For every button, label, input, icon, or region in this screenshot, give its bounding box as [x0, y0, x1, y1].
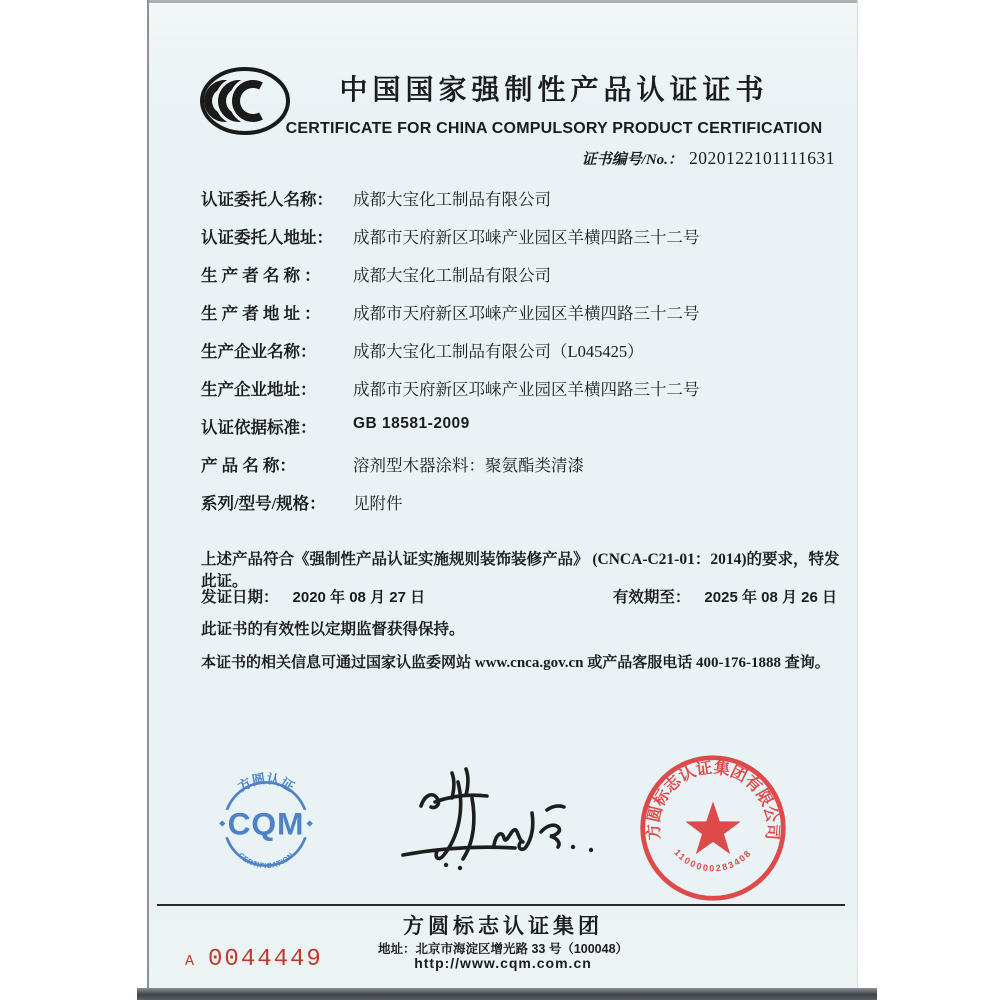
field-label: 认证委托人地址： [201, 228, 333, 247]
page-top-edge [149, 0, 857, 3]
field-value: 成都市天府新区邛崃产业园区羊横四路三十二号 [353, 228, 700, 247]
issue-date [201, 585, 425, 607]
field-value: 成都大宝化工制品有限公司（L045425） [353, 342, 644, 361]
validity-note: 此证书的有效性以定期监督获得保持。 [201, 621, 465, 638]
certificate-title-en: CERTIFICATE FOR CHINA COMPULSORY PRODUCT CERTIFICATION [285, 120, 823, 137]
issuer-address: 地址：北京市海淀区增光路 33 号（100048） [377, 942, 629, 956]
field-label: 生产企业名称： [201, 342, 317, 361]
company-seal-number: 1100000283408 [672, 847, 754, 874]
field-label: 生 产 者 地 址 ： [201, 304, 321, 323]
svg-text:1100000283408 [672, 847, 753, 873]
expiry-date [613, 585, 837, 607]
certificate-number-value: 2020122101111631 [688, 148, 835, 168]
field-label: 生产企业地址： [201, 380, 317, 399]
certificate-number-line [582, 148, 835, 169]
issuer-org-name: 方圆标志认证集团 [403, 914, 603, 938]
field-value: 溶剂型木器涂料：聚氨酯类清漆 [353, 456, 584, 475]
certificate-number-label: 证书编号/No.： [581, 152, 683, 168]
compliance-statement: 上述产品符合《强制性产品认证实施规则装饰装修产品》 (CNCA-C21-01：2014)的要求，特发此证。 [201, 551, 840, 591]
cqm-seal-bottom-text: CERTIFICATION [236, 850, 296, 871]
serial-digits: 0044449 [208, 946, 323, 973]
dates-row [201, 585, 837, 607]
info-note: 本证书的相关信息可通过国家认监委网站 www.cnca.gov.cn 或产品客服电话 400-176-1888 查询。 [201, 655, 830, 671]
field-value: 成都大宝化工制品有限公司 [353, 266, 551, 285]
ccc-mark-icon [197, 60, 293, 142]
field-row-producer-name [201, 262, 841, 300]
certificate-page [147, 0, 858, 1000]
field-row-standard [201, 414, 841, 452]
field-row-producer-address [201, 300, 841, 338]
field-row-factory-name [201, 338, 841, 376]
cqm-seal-letters: CQM [227, 805, 305, 842]
page-bottom-edge [137, 988, 877, 1000]
field-label: 认证依据标准： [201, 418, 317, 437]
expiry-date-label: 有效期至： [612, 589, 691, 606]
issue-date-label: 发证日期： [201, 589, 279, 606]
field-row-model-spec [201, 490, 841, 528]
issuer-website: http://www.cqm.com.cn [414, 955, 592, 971]
header-titles [284, 68, 824, 138]
field-label: 认证委托人名称： [201, 190, 333, 209]
signature [399, 758, 629, 898]
field-row-applicant-name [201, 186, 841, 224]
field-value: GB 18581-2009 [353, 415, 470, 432]
expiry-date-value: 2025 年 08 月 26 日 [704, 589, 837, 606]
field-value: 成都市天府新区邛崃产业园区羊横四路三十二号 [353, 380, 700, 399]
certificate-fields [201, 186, 841, 528]
field-row-factory-address [201, 376, 841, 414]
field-value: 见附件 [353, 494, 403, 513]
cqm-seal-top-text: 方圆认证 [235, 771, 297, 795]
company-red-seal [637, 752, 789, 904]
issue-date-value: 2020 年 08 月 27 日 [292, 589, 426, 606]
serial-prefix: A [185, 953, 195, 970]
svg-text:CERTIFICATION [236, 851, 295, 871]
seal-star-icon [685, 801, 740, 854]
field-label: 产 品 名 称： [201, 456, 296, 475]
field-row-applicant-address [201, 224, 841, 262]
certificate-title-cn: 中国国家强制性产品认证证书 [339, 74, 769, 105]
field-value: 成都大宝化工制品有限公司 [353, 190, 551, 209]
field-label: 生 产 者 名 称 ： [201, 266, 321, 285]
field-value: 成都市天府新区邛崃产业园区羊横四路三十二号 [353, 304, 700, 323]
footer-divider [157, 904, 845, 906]
field-label: 系列/型号/规格： [201, 494, 326, 513]
form-serial-number [185, 946, 323, 973]
svg-text:方圆认证 [235, 771, 298, 795]
company-seal-ring-text: 方圆标志认证集团有限公司 [645, 759, 781, 841]
field-row-product-name [201, 452, 841, 490]
cqm-certification-seal [213, 771, 319, 877]
